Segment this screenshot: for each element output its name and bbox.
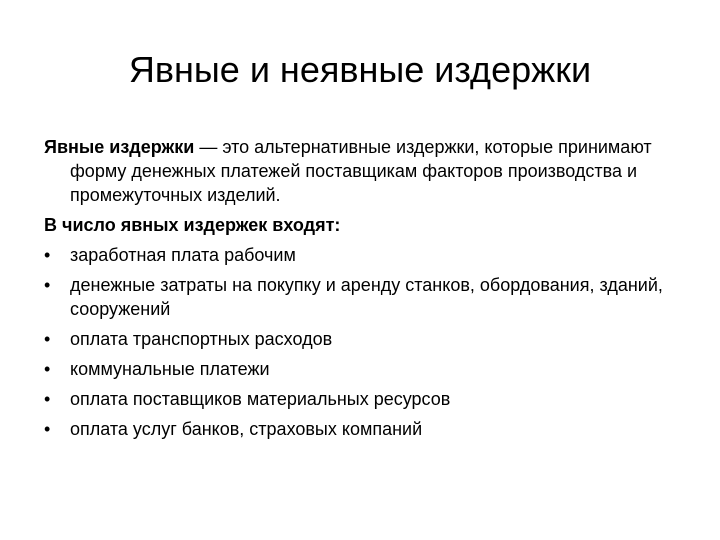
bullet-icon: • — [44, 359, 51, 379]
bullet-icon: • — [44, 275, 51, 295]
definition-term: Явные издержки — [44, 137, 195, 157]
bullet-icon: • — [44, 389, 51, 409]
list-heading: В число явных издержек входят: — [44, 215, 341, 235]
list-item — [44, 357, 684, 381]
list-item-text: оплата поставщиков материальных ресурсов — [70, 389, 451, 409]
bullet-list — [44, 243, 684, 441]
slide-title: Явные и неявные издержки — [128, 49, 592, 90]
list-item-text: заработная плата рабочим — [70, 245, 296, 265]
slide-content — [44, 135, 684, 447]
list-item-text: коммунальные платежи — [70, 359, 270, 379]
bullet-icon: • — [44, 329, 51, 349]
list-item-text: оплата услуг банков, страховых компаний — [70, 419, 423, 439]
list-item — [44, 417, 684, 441]
definition-text: — это альтернативные издержки, которые принимают форму денежных платежей поставщикам факторов производства и промежуточных изделий. — [70, 137, 652, 205]
bullet-icon: • — [44, 245, 51, 265]
definition-paragraph — [44, 135, 684, 207]
list-item — [44, 387, 684, 411]
list-item-text: оплата транспортных расходов — [70, 329, 333, 349]
list-item — [44, 327, 684, 351]
list-item — [44, 243, 684, 267]
bullet-icon: • — [44, 419, 51, 439]
list-item — [44, 273, 684, 321]
list-item-text: денежные затраты на покупку и аренду станков, обордования, зданий, сооружений — [70, 275, 663, 319]
